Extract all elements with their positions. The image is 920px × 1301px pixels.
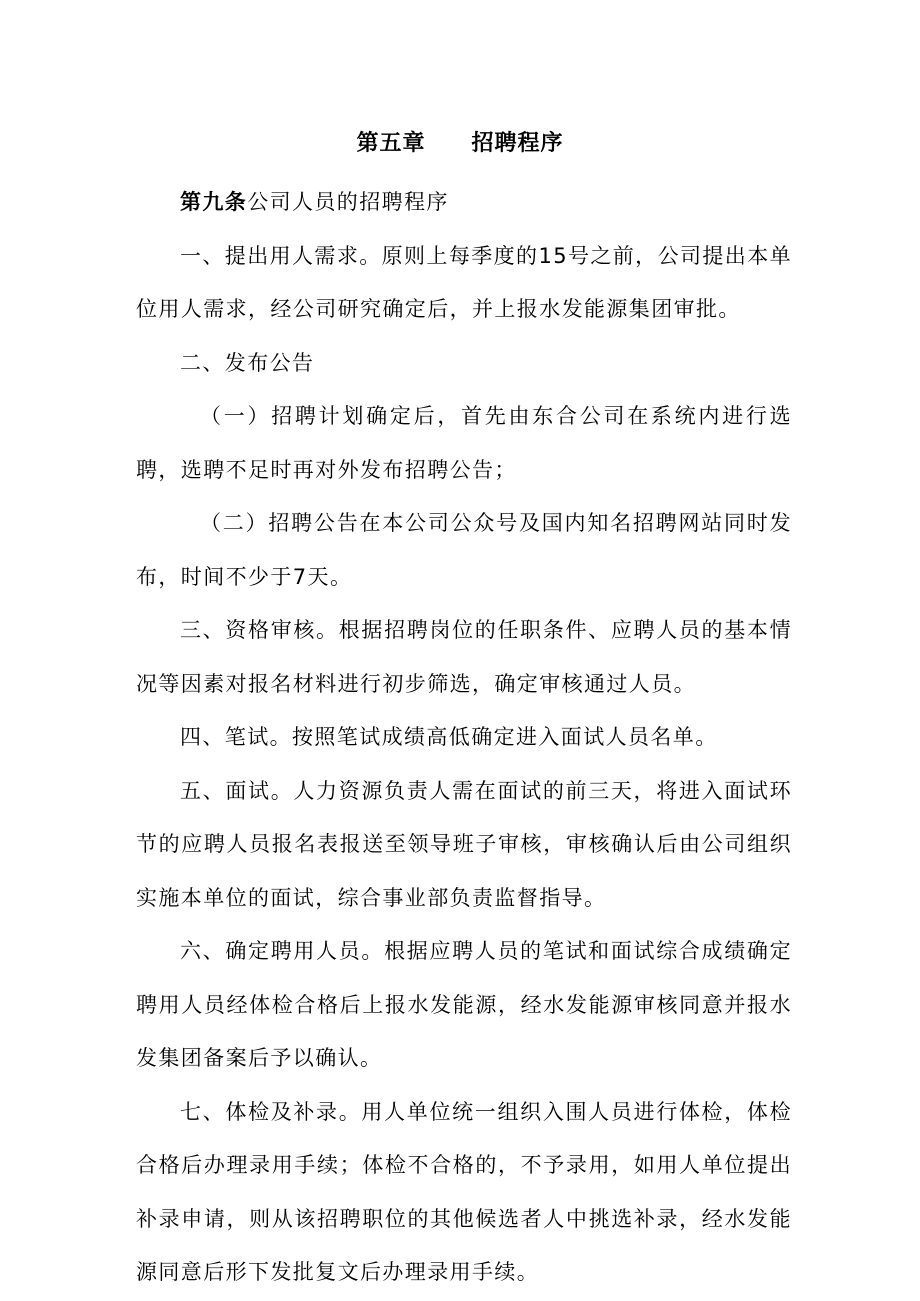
paragraph-step-2-sub-1: （一）招聘计划确定后，首先由东合公司在系统内进行选聘，选聘不足时再对外发布招聘公告； bbox=[136, 404, 792, 482]
paragraph-step-7: 七、体检及补录。用人单位统一组织入围人员进行体检，体检合格后办理录用手续；体检不合格的，不予录用，如用人单位提出补录申请，则从该招聘职位的其他候选者人中挑选补录，经水发能源同意后形下发批复文后办理录用手续。 bbox=[136, 1099, 792, 1284]
document-body bbox=[136, 176, 792, 1300]
paragraph-step-3: 三、资格审核。根据招聘岗位的任职条件、应聘人员的基本情况等因素对报名材料进行初步筛选，确定审核通过人员。 bbox=[136, 618, 792, 696]
article-label: 第九条 bbox=[180, 190, 248, 214]
paragraph-step-4: 四、笔试。按照笔试成绩高低确定进入面试人员名单。 bbox=[180, 725, 718, 749]
chapter-heading bbox=[0, 128, 920, 160]
paragraph-step-5: 五、面试。人力资源负责人需在面试的前三天，将进入面试环节的应聘人员报名表报送至领导班子审核，审核确认后由公司组织实施本单位的面试，综合事业部负责监督指导。 bbox=[136, 778, 792, 910]
paragraph-step-6: 六、确定聘用人员。根据应聘人员的笔试和面试综合成绩确定聘用人员经体检合格后上报水发能源，经水发能源审核同意并报水发集团备案后予以确认。 bbox=[136, 939, 792, 1070]
paragraph-step-2: 二、发布公告 bbox=[180, 350, 315, 375]
chapter-title: 招聘程序 bbox=[471, 131, 564, 156]
article-title: 公司人员的招聘程序 bbox=[247, 190, 449, 214]
chapter-number: 第五章 bbox=[356, 131, 426, 156]
article-heading bbox=[136, 176, 792, 230]
paragraph-step-2-sub-2: （二）招聘公告在本公司公众号及国内知名招聘网站同时发布，时间不少于7天。 bbox=[136, 511, 792, 589]
paragraph-step-1: 一、提出用人需求。原则上每季度的15号之前，公司提出本单位用人需求，经公司研究确定后，并上报水发能源集团审批。 bbox=[136, 243, 792, 321]
